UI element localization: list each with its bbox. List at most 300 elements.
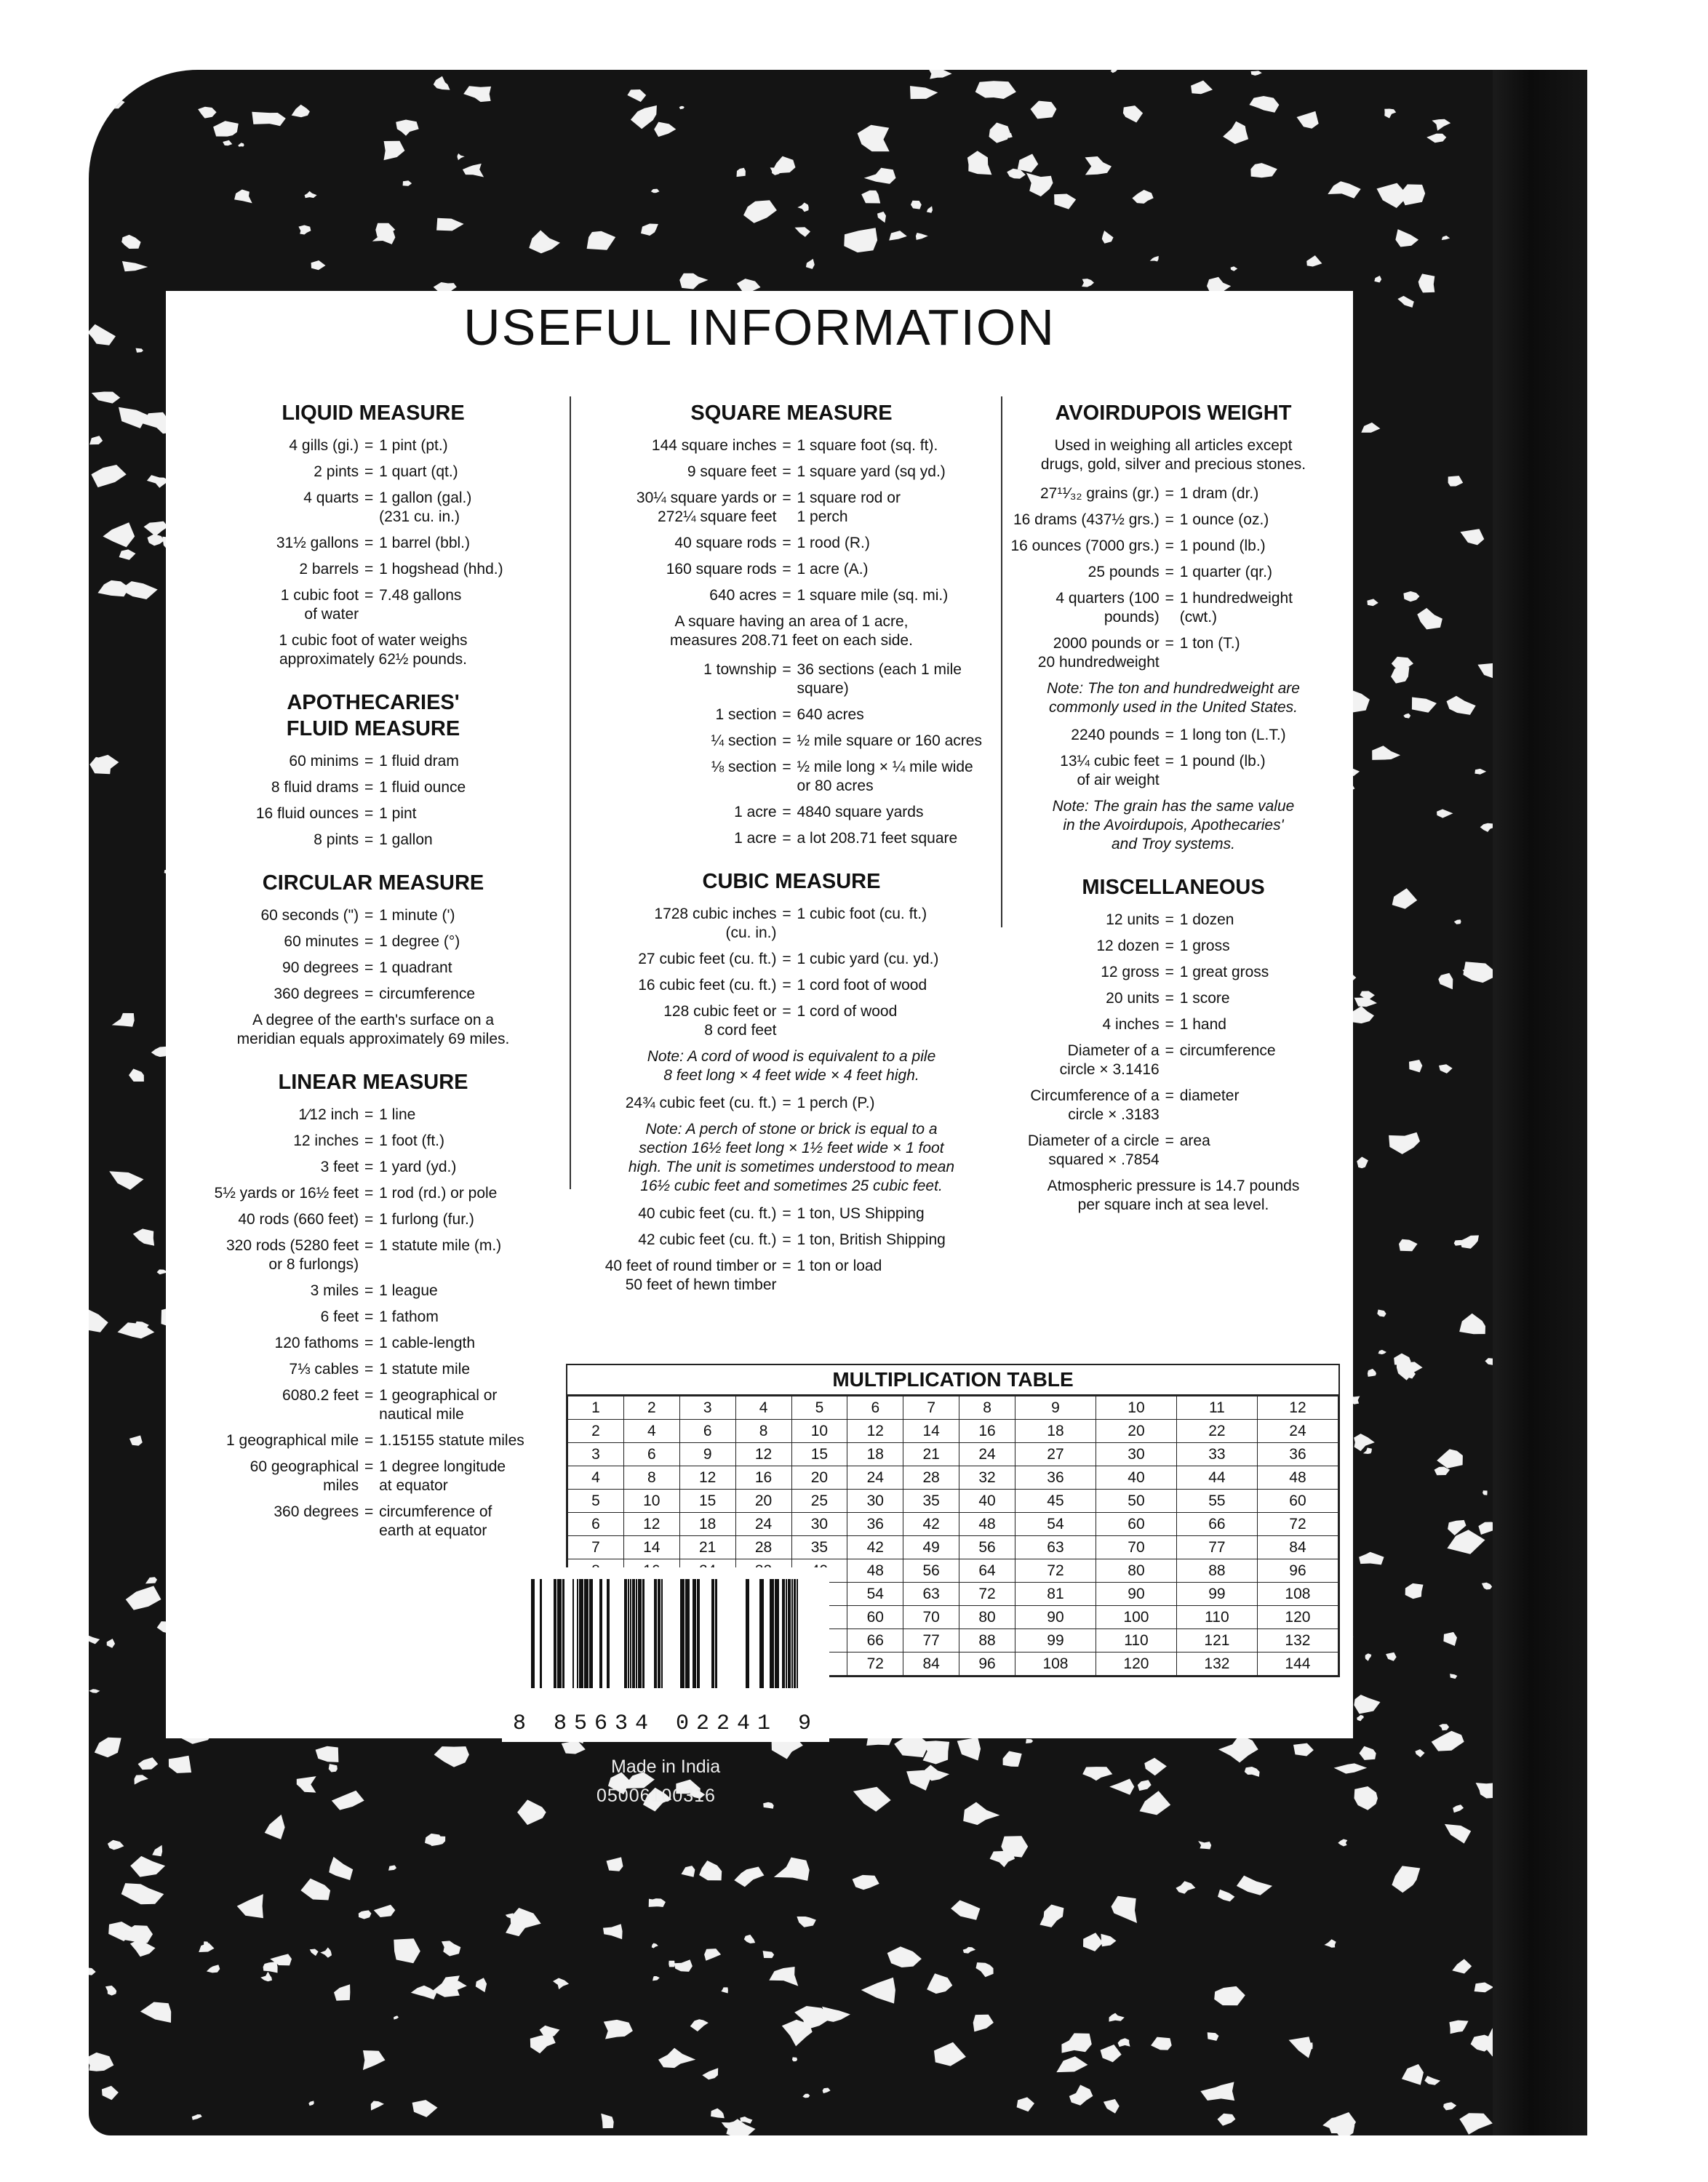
- multiplication-cell: 77: [1176, 1536, 1257, 1559]
- marble-speck: [1144, 1758, 1167, 1776]
- conversion-row: [188, 1386, 559, 1424]
- multiplication-cell: 66: [847, 1629, 903, 1653]
- multiplication-cell: 21: [903, 1443, 959, 1466]
- conversion-right: 1 rod (rd.) or pole: [379, 1185, 498, 1202]
- multiplication-cell: 4: [623, 1420, 679, 1443]
- marble-speck: [310, 1949, 319, 1957]
- marble-speck: [773, 156, 796, 174]
- multiplication-cell: 80: [959, 1606, 1015, 1629]
- marble-speck: [89, 1635, 100, 1644]
- conversion-left: 40 cubic feet (cu. ft.): [638, 1205, 777, 1222]
- marble-speck: [1245, 1767, 1260, 1777]
- marble-speck: [1191, 81, 1213, 95]
- marble-speck: [769, 1967, 798, 1986]
- multiplication-cell: 110: [1096, 1629, 1176, 1653]
- section-note: Note: A perch of stone or brick is equal to a section 16½ feet long × 1½ feet wide × 1 foot high. The unit is sometimes understood to mean 16½ cubic feet and sometimes 25 cubic feet.: [628, 1121, 955, 1194]
- marble-speck: [89, 120, 100, 131]
- conversion-right: area: [1179, 1132, 1210, 1149]
- conversion-row: [588, 829, 995, 848]
- conversion-row: [188, 1503, 559, 1540]
- marble-speck: [1426, 134, 1446, 143]
- marble-speck: [679, 273, 708, 289]
- marble-speck: [223, 140, 232, 146]
- equals-sign: =: [1165, 1016, 1174, 1033]
- marble-speck: [877, 212, 886, 223]
- conversion-right: 1 long ton (L.T.): [1179, 727, 1286, 743]
- marble-speck: [973, 2015, 994, 2032]
- multiplication-cell: 12: [735, 1443, 791, 1466]
- marble-speck: [822, 2007, 850, 2022]
- conversion-row: [188, 586, 559, 624]
- marble-speck: [1392, 1866, 1420, 1893]
- marble-speck: [1289, 2037, 1312, 2058]
- conversion-left: 40 square rods: [674, 535, 777, 551]
- marble-speck: [1104, 2099, 1120, 2114]
- marble-speck: [782, 2020, 813, 2047]
- marble-speck: [1367, 599, 1378, 606]
- conversion-right: 1 cubic foot (cu. ft.): [797, 906, 927, 922]
- marble-speck: [963, 1947, 975, 1954]
- marble-speck: [135, 1775, 148, 1784]
- column-left: [188, 400, 559, 1561]
- marble-speck: [774, 1858, 810, 1881]
- multiplication-cell: 12: [623, 1513, 679, 1536]
- marble-speck: [1328, 181, 1360, 199]
- conversion-right: 1 gallon (gal.) (231 cu. in.): [379, 489, 472, 525]
- multiplication-cell: 30: [791, 1513, 847, 1536]
- multiplication-cell: 14: [623, 1536, 679, 1559]
- page-title: USEFUL INFORMATION: [463, 299, 1055, 356]
- conversion-left: 1 acre: [734, 830, 777, 847]
- notebook-spine: [1493, 70, 1587, 2135]
- marble-speck: [658, 2048, 695, 2069]
- marble-speck: [540, 2026, 560, 2037]
- measure-section: [1006, 400, 1341, 854]
- marble-speck: [934, 2042, 966, 2066]
- conversion-left: 7⅓ cables: [289, 1361, 359, 1378]
- equals-sign: =: [782, 732, 791, 749]
- conversion-left: 2 barrels: [299, 561, 359, 578]
- multiplication-cell: 24: [847, 1466, 903, 1490]
- conversion-right: 1 acre (A.): [797, 561, 869, 578]
- conversion-left: 27¹¹⁄₃₂ grains (gr.): [1039, 485, 1160, 502]
- conversion-right: 1 great gross: [1179, 964, 1269, 980]
- marble-speck: [1338, 1839, 1347, 1847]
- conversion-left: 40 feet of round timber or 50 feet of hewn timber: [604, 1258, 777, 1293]
- conversion-row: [188, 1458, 559, 1495]
- marble-speck: [711, 2109, 725, 2119]
- conversion-left: 1 section: [715, 706, 777, 723]
- conversion-row: [588, 732, 995, 751]
- conversion-left: 1728 cubic inches (cu. in.): [654, 906, 777, 941]
- conversion-row: [588, 758, 995, 796]
- conversion-left: 40 rods (660 feet): [238, 1211, 359, 1228]
- marble-speck: [105, 1986, 116, 1996]
- marble-speck: [371, 2101, 384, 2111]
- marble-speck: [308, 2101, 314, 2106]
- multiplication-cell: 5: [568, 1490, 624, 1513]
- equals-sign: =: [782, 489, 791, 506]
- marble-speck: [260, 1972, 272, 1981]
- multiplication-cell: 70: [903, 1606, 959, 1629]
- multiplication-cell: 9: [1015, 1396, 1096, 1420]
- equals-sign: =: [364, 1132, 374, 1149]
- marble-speck: [1102, 231, 1114, 244]
- multiplication-cell: 18: [847, 1443, 903, 1466]
- conversion-right: circumference of earth at equator: [379, 1503, 492, 1539]
- conversion-row: [1006, 484, 1341, 503]
- conversion-right: 1 furlong (fur.): [379, 1211, 474, 1228]
- multiplication-cell: 24: [735, 1513, 791, 1536]
- conversion-left: 42 cubic feet (cu. ft.): [638, 1231, 777, 1248]
- conversion-left: 31½ gallons: [276, 535, 359, 551]
- marble-speck: [1461, 529, 1485, 545]
- conversion-right: 1 fluid dram: [379, 753, 459, 770]
- equals-sign: =: [782, 561, 791, 578]
- conversion-right: 1 square yard (sq yd.): [797, 463, 946, 480]
- marble-speck: [1454, 919, 1461, 924]
- barcode-bar: [584, 1579, 588, 1688]
- marble-speck: [384, 141, 405, 161]
- equals-sign: =: [782, 535, 791, 551]
- barcode-bar: [746, 1579, 749, 1688]
- conversion-right: 1 cubic yard (cu. yd.): [797, 951, 939, 967]
- multiplication-cell: 72: [1015, 1559, 1096, 1583]
- equals-sign: =: [782, 661, 791, 678]
- conversion-right: 1 square mile (sq. mi.): [797, 587, 949, 604]
- marble-speck: [1039, 1905, 1063, 1927]
- marble-speck: [458, 153, 465, 160]
- marble-speck: [1357, 1156, 1368, 1168]
- conversion-row: [1006, 511, 1341, 529]
- marble-speck: [252, 112, 286, 127]
- marble-speck: [207, 1965, 220, 1973]
- marble-speck: [604, 2020, 633, 2039]
- conversion-row: [188, 436, 559, 455]
- multiplication-cell: 63: [903, 1583, 959, 1606]
- conversion-right: 1 square foot (sq. ft).: [797, 437, 938, 454]
- multiplication-cell: 45: [1015, 1490, 1096, 1513]
- multiplication-cell: 60: [847, 1606, 903, 1629]
- conversion-right: 1 statute mile (m.): [379, 1237, 502, 1254]
- marble-speck: [412, 2100, 438, 2117]
- marble-speck: [1085, 156, 1112, 175]
- marble-speck: [311, 260, 326, 270]
- multiplication-cell: 77: [903, 1629, 959, 1653]
- section-heading: CUBIC MEASURE: [702, 870, 881, 893]
- conversion-right: 36 sections (each 1 mile square): [797, 661, 962, 697]
- marble-speck: [651, 189, 660, 193]
- conversion-left: 8 fluid drams: [271, 779, 359, 796]
- marble-speck: [1448, 476, 1464, 487]
- equals-sign: =: [782, 1231, 791, 1248]
- marble-speck: [797, 1917, 816, 1927]
- conversion-right: 1 perch (P.): [797, 1095, 875, 1111]
- barcode-number: 8 85634 02241 9: [512, 1711, 819, 1736]
- marble-speck: [1450, 1674, 1457, 1679]
- marble-speck: [1482, 1583, 1492, 1590]
- multiplication-cell: 48: [1257, 1466, 1338, 1490]
- equals-sign: =: [782, 977, 791, 994]
- marble-speck: [1132, 190, 1153, 204]
- conversion-left: 1⁄12 inch: [298, 1106, 359, 1123]
- barcode-bar: [680, 1579, 685, 1688]
- marble-speck: [265, 1815, 285, 1839]
- measure-section: [188, 1069, 559, 1540]
- barcode-bar: [554, 1579, 556, 1688]
- equals-sign: =: [782, 587, 791, 604]
- conversion-right: diameter: [1179, 1087, 1240, 1104]
- marble-speck: [89, 2053, 113, 2071]
- marble-speck: [1061, 2033, 1091, 2053]
- multiplication-cell: 6: [847, 1396, 903, 1420]
- marble-speck: [517, 1799, 546, 1825]
- marble-speck: [641, 224, 658, 236]
- multiplication-row: [568, 1443, 1338, 1466]
- equals-sign: =: [1165, 938, 1174, 954]
- marble-speck: [1459, 1314, 1485, 1334]
- marble-speck: [198, 107, 217, 119]
- conversion-row: [588, 660, 995, 698]
- multiplication-cell: 42: [847, 1536, 903, 1559]
- equals-sign: =: [1165, 911, 1174, 928]
- multiplication-cell: 36: [1257, 1443, 1338, 1466]
- marble-speck: [1452, 1959, 1472, 1973]
- conversion-row: [1006, 726, 1341, 745]
- conversion-right: 1.15155 statute miles: [379, 1432, 524, 1449]
- section-paragraph: A square having an area of 1 acre, measures 208.71 feet on each side.: [670, 613, 913, 649]
- marble-speck: [126, 1586, 161, 1610]
- marble-speck: [806, 259, 815, 269]
- marble-speck: [652, 1943, 658, 1949]
- conversion-row: [1006, 537, 1341, 556]
- marble-speck: [864, 168, 896, 184]
- marble-speck: [1325, 1939, 1336, 1947]
- equals-sign: =: [1165, 990, 1174, 1007]
- equals-sign: =: [1165, 635, 1174, 652]
- barcode-bar: [658, 1579, 661, 1688]
- marble-speck: [1412, 698, 1437, 713]
- multiplication-cell: 81: [1015, 1583, 1096, 1606]
- marble-speck: [300, 1879, 330, 1901]
- conversion-right: ½ mile long × ¼ mile wide or 80 acres: [797, 759, 973, 794]
- marble-speck: [1218, 1890, 1234, 1902]
- marble-speck: [109, 1171, 143, 1190]
- multiplication-cell: 4: [735, 1396, 791, 1420]
- marble-speck: [122, 261, 148, 271]
- equals-sign: =: [364, 1211, 374, 1228]
- marble-speck: [463, 86, 491, 102]
- multiplication-cell: 9: [679, 1443, 735, 1466]
- conversion-left: 6 feet: [320, 1308, 359, 1325]
- multiplication-cell: 35: [791, 1536, 847, 1559]
- marble-speck: [916, 233, 928, 240]
- marble-speck: [434, 76, 450, 90]
- marble-speck: [1417, 608, 1442, 630]
- equals-sign: =: [364, 535, 374, 551]
- conversion-right: 1 barrel (bbl.): [379, 535, 471, 551]
- marble-speck: [152, 1845, 162, 1856]
- conversion-right: 1 ounce (oz.): [1179, 511, 1269, 528]
- section-heading: LINEAR MEASURE: [278, 1071, 468, 1094]
- marble-speck: [704, 1949, 721, 1961]
- marble-speck: [721, 1987, 728, 1993]
- equals-sign: =: [782, 1258, 791, 1274]
- conversion-right: 1 cord of wood: [797, 1003, 898, 1020]
- marble-speck: [653, 1976, 660, 1981]
- multiplication-cell: 30: [1096, 1443, 1176, 1466]
- marble-speck: [743, 200, 777, 223]
- section-note: Note: The grain has the same value in the Avoirdupois, Apothecaries' and Troy systems.: [1052, 798, 1295, 852]
- marble-speck: [1354, 1786, 1378, 1810]
- marble-speck: [1460, 1235, 1479, 1248]
- section-heading: SQUARE MEASURE: [690, 401, 893, 425]
- marble-speck: [792, 2057, 797, 2061]
- multiplication-cell: 28: [903, 1466, 959, 1490]
- multiplication-cell: 36: [847, 1513, 903, 1536]
- multiplication-cell: 84: [903, 1653, 959, 1676]
- marble-speck: [463, 164, 484, 177]
- marble-speck: [1403, 714, 1410, 719]
- marble-speck: [129, 1436, 143, 1446]
- marble-speck: [627, 89, 646, 102]
- multiplication-cell: 5: [791, 1396, 847, 1420]
- marble-speck: [679, 106, 685, 109]
- conversion-row: [588, 976, 995, 995]
- marble-speck: [1251, 71, 1262, 76]
- equals-sign: =: [364, 1361, 374, 1378]
- marble-speck: [1368, 1369, 1376, 1377]
- equals-sign: =: [782, 906, 791, 922]
- section-heading: LIQUID MEASURE: [282, 401, 465, 425]
- marble-speck: [129, 1068, 144, 1082]
- marble-speck: [138, 1757, 159, 1770]
- multiplication-cell: 96: [1257, 1559, 1338, 1583]
- multiplication-cell: 99: [1015, 1629, 1096, 1653]
- equals-sign: =: [782, 759, 791, 775]
- conversion-left: 2000 pounds or 20 hundredweight: [1037, 635, 1160, 671]
- conversion-left: 128 cubic feet or 8 cord feet: [663, 1003, 777, 1039]
- marble-speck: [1026, 173, 1053, 197]
- equals-sign: =: [364, 1387, 374, 1404]
- conversion-left: 120 fathoms: [274, 1335, 359, 1351]
- conversion-right: 640 acres: [797, 706, 864, 723]
- barcode-bar: [782, 1579, 785, 1688]
- conversion-row: [188, 1210, 559, 1229]
- conversion-right: a lot 208.71 feet square: [797, 830, 958, 847]
- marble-speck: [140, 2002, 171, 2023]
- equals-sign: =: [364, 831, 374, 848]
- conversion-row: [588, 1002, 995, 1040]
- marble-speck: [911, 201, 922, 209]
- marble-speck: [506, 1908, 541, 1936]
- marble-speck: [607, 1857, 623, 1871]
- equals-sign: =: [782, 463, 791, 480]
- marble-speck: [1218, 2114, 1236, 2126]
- conversion-row: [188, 1308, 559, 1327]
- conversion-right: 4840 square yards: [797, 804, 924, 820]
- multiplication-cell: 27: [1015, 1443, 1096, 1466]
- marble-speck: [1176, 1881, 1195, 1894]
- marble-speck: [1357, 1715, 1364, 1722]
- conversion-right: 1 hundredweight (cwt.): [1179, 590, 1293, 626]
- equals-sign: =: [364, 779, 374, 796]
- conversion-row: [188, 752, 559, 771]
- multiplication-row: [568, 1490, 1338, 1513]
- equals-sign: =: [782, 437, 791, 454]
- marble-speck: [1140, 1791, 1171, 1815]
- multiplication-row: [568, 1420, 1338, 1443]
- marble-speck: [682, 1866, 695, 1877]
- marble-speck: [1439, 1724, 1449, 1730]
- marble-speck: [1306, 255, 1322, 266]
- conversion-left: 1 cubic foot of water: [280, 587, 359, 623]
- marble-speck: [1018, 154, 1038, 173]
- marble-speck: [1101, 1934, 1116, 1947]
- barcode-bar: [572, 1579, 574, 1688]
- equals-sign: =: [1165, 753, 1174, 770]
- equals-sign: =: [782, 1095, 791, 1111]
- conversion-left: 4 gills (gi.): [289, 437, 359, 454]
- equals-sign: =: [364, 753, 374, 770]
- multiplication-cell: 24: [959, 1443, 1015, 1466]
- conversion-left: 90 degrees: [282, 959, 359, 976]
- barcode-bar: [630, 1579, 631, 1688]
- multiplication-cell: 63: [1015, 1536, 1096, 1559]
- conversion-row: [188, 1236, 559, 1274]
- multiplication-cell: 132: [1176, 1653, 1257, 1676]
- conversion-right: 1 hand: [1179, 1016, 1226, 1033]
- marble-speck: [858, 125, 890, 152]
- conversion-right: circumference: [1179, 1042, 1276, 1059]
- conversion-left: 6080.2 feet: [282, 1387, 359, 1404]
- multiplication-cell: 144: [1257, 1653, 1338, 1676]
- multiplication-row: [568, 1466, 1338, 1490]
- marble-speck: [763, 1951, 775, 1958]
- marble-speck: [89, 1308, 108, 1332]
- conversion-row: [588, 489, 995, 527]
- conversion-row: [188, 1158, 559, 1177]
- multiplication-cell: 10: [1096, 1396, 1176, 1420]
- conversion-row: [188, 560, 559, 579]
- marble-speck: [690, 2019, 709, 2031]
- multiplication-cell: 72: [959, 1583, 1015, 1606]
- marble-speck: [436, 218, 464, 231]
- equals-sign: =: [364, 587, 374, 604]
- conversion-left: 27 cubic feet (cu. ft.): [638, 951, 777, 967]
- marble-speck: [1138, 1780, 1152, 1791]
- marble-speck: [976, 1962, 994, 1977]
- marble-speck: [967, 151, 992, 175]
- marble-speck: [853, 1787, 891, 1812]
- marble-speck: [107, 1639, 115, 1648]
- marble-speck: [1363, 1447, 1372, 1454]
- marble-speck: [990, 1851, 1015, 1867]
- measure-section: [188, 400, 559, 669]
- conversion-row: [588, 803, 995, 822]
- multiplication-cell: 80: [1096, 1559, 1176, 1583]
- conversion-left: 2240 pounds: [1071, 727, 1160, 743]
- multiplication-cell: 8: [735, 1420, 791, 1443]
- marble-speck: [136, 348, 143, 353]
- equals-sign: =: [782, 1003, 791, 1020]
- conversion-right: 1 dram (dr.): [1179, 485, 1259, 502]
- conversion-left: 640 acres: [709, 587, 777, 604]
- multiplication-cell: 36: [1015, 1466, 1096, 1490]
- barcode-bar: [654, 1579, 657, 1688]
- barcode-bar: [636, 1579, 637, 1688]
- marble-speck: [1017, 2097, 1034, 2111]
